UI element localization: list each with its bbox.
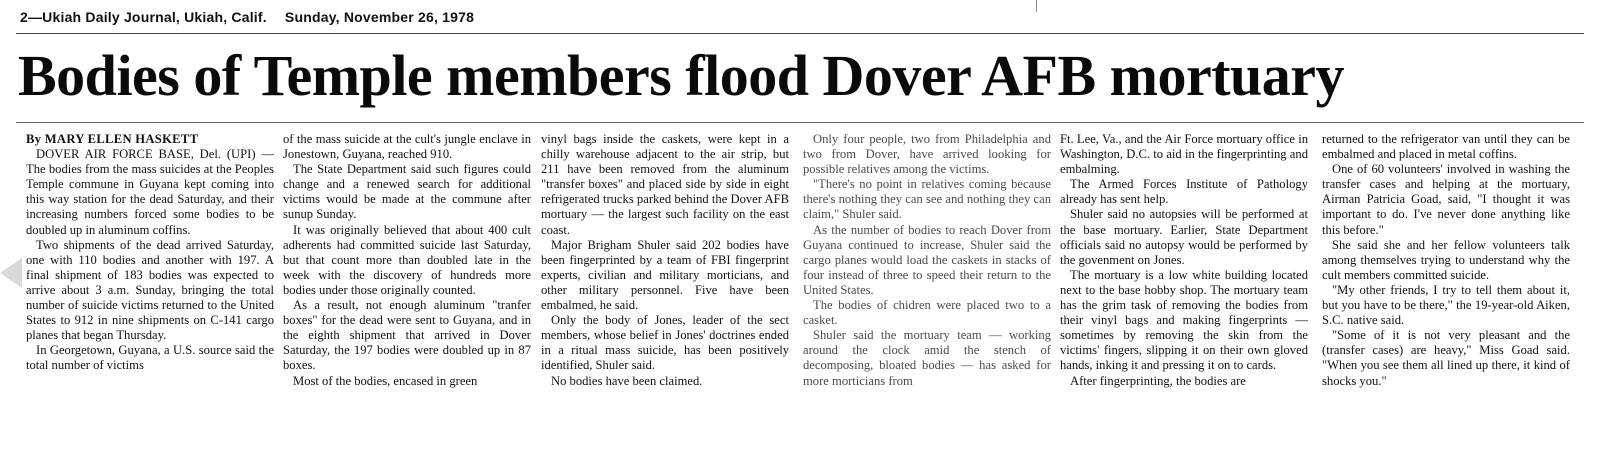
page-folio (20, 9, 488, 25)
paragraph: The Armed Forces Institute of Pathology already has sent help. (1060, 177, 1308, 207)
print-speck (1036, 0, 1037, 12)
paragraph: As a result, not enough aluminum "tranfer boxes" for the dead were sent to Guyana, and in the eighth shipment that arrived in Dover Saturday, the 197 bodies were doubled up in 87 boxes. (283, 298, 531, 373)
paragraph: "My other friends, I try to tell them about it, but you have to be there," the 19-year-old Aiken, S.C. native said. (1322, 282, 1570, 328)
paragraph: "Some of it is not very pleasant and the (transfer cases) are heavy," Miss Goad said. "When you see them all lined up there, it kind of shocks you." (1322, 328, 1570, 388)
article-body (26, 132, 1596, 468)
paragraph: of the mass suicide at the cult's jungle enclave in Jonestown, Guyana, reached 910. (283, 132, 531, 162)
article-column-5 (1060, 132, 1308, 468)
paragraph: Two shipments of the dead arrived Saturday, one with 110 bodies and another with 197. A final shipment of 183 bodies was expected to arrive about 3 a.m. Sunday, bringing the total number of suicide victims returned to the United States to 912 in nine shipments on C-141 cargo planes that began Thursday. (26, 237, 274, 343)
byline: By MARY ELLEN HASKETT (26, 132, 199, 146)
article-column-2 (283, 132, 531, 468)
paragraph: "There's no point in relatives coming because there's nothing they can see and nothing they can claim," Shuler said. (803, 177, 1051, 222)
paragraph: Ft. Lee, Va., and the Air Force mortuary office in Washington, D.C. to aid in the fingerprinting and embalming. (1060, 132, 1308, 177)
paragraph: Shuler said no autopsies will be performed at the base mortuary. Earlier, State Department officials said no autopsy would be performed by the govenment on Jones. (1060, 207, 1308, 267)
article-column-6 (1322, 132, 1570, 468)
paragraph: returned to the refrigerator van until they can be embalmed and placed in metal coffins. (1322, 132, 1570, 162)
folio-page-line: 2—Ukiah Daily Journal, Ukiah, Calif. (20, 9, 267, 25)
paragraph: As the number of bodies to reach Dover from Guyana continued to increase, Shuler said the cargo planes would load the caskets in stacks of four instead of three to speed their return to the United States. (803, 222, 1051, 297)
paragraph: She said she and her fellow volunteers talk among themselves trying to understand why the cult members committed suicide. (1322, 237, 1570, 282)
previous-page-arrow-icon[interactable] (0, 258, 22, 288)
paragraph: Most of the bodies, encased in green (293, 373, 478, 388)
paragraph: The mortuary is a low white building located next to the base hobby shop. The mortuary team has the grim task of removing the bodies from their vinyl bags and making fingerprints — sometimes by removing the skin from the victims' fingers, slipping it on their own gloved hands, inking it and pressing it on to cards. (1060, 267, 1308, 373)
folio-rule (16, 33, 1584, 34)
paragraph: One of 60 volunteers' involved in washing the transfer cases and helping at the mortuary, Airman Patricia Goad, said, "I thought it was important to do. I've never done anything like this before." (1322, 162, 1570, 237)
article-column-3 (541, 132, 789, 468)
article-column-4 (803, 132, 1051, 468)
paragraph: The bodies of chidren were placed two to a casket. (803, 298, 1051, 328)
paragraph: vinyl bags inside the caskets, were kept in a chilly warehouse adjacent to the air strip, but 211 have been removed from the aluminum "transfer boxes" and placed side by side in eight refrigerated trucks parked behind the Dover AFB mortuary — the largest such facility on the east coast. (541, 132, 789, 237)
paragraph: In Georgetown, Guyana, a U.S. source said the total number of victims (26, 343, 274, 373)
paragraph: DOVER AIR FORCE BASE, Del. (UPI) — The bodies from the mass suicides at the Peoples Temple commune in Guyana kept coming into this way station for the dead Saturday, and their increasing numbers forced some bodies to be doubled up in aluminum coffins. (26, 147, 274, 237)
paragraph: Only the body of Jones, leader of the sect members, whose belief in Jones' doctrines ended in a ritual mass suicide, has been positively identified, Shuler said. (541, 313, 789, 373)
folio-date: Sunday, November 26, 1978 (284, 9, 475, 25)
headline: Bodies of Temple members flood Dover AFB mortuary (18, 43, 1345, 108)
paragraph: After fingerprinting, the bodies are (1070, 373, 1246, 388)
paragraph: Only four people, two from Philadelphia and two from Dover, have arrived looking for possible relatives among the victims. (803, 132, 1051, 177)
headline-rule (16, 122, 1584, 123)
paragraph: Shuler said the mortuary team — working around the clock amid the stench of decomposing, bloated bodies — has asked for more morticians from (803, 328, 1051, 388)
paragraph: Major Brigham Shuler said 202 bodies have been fingerprinted by a team of FBI fingerprint experts, civilian and military morticians, and other military personnel. Five have been embalmed, he said. (541, 237, 789, 313)
paragraph: No bodies have been claimed. (551, 373, 703, 388)
article-column-1 (26, 132, 274, 468)
paragraph: The State Department said such figures could change and a renewed search for additional victims would be made at the commune after sunup Sunday. (283, 162, 531, 222)
paragraph: It was originally believed that about 400 cult adherents had committed suicide last Saturday, but that count more than doubled late in the week with the discovery of hundreds more bodies under those originally counted. (283, 222, 531, 297)
